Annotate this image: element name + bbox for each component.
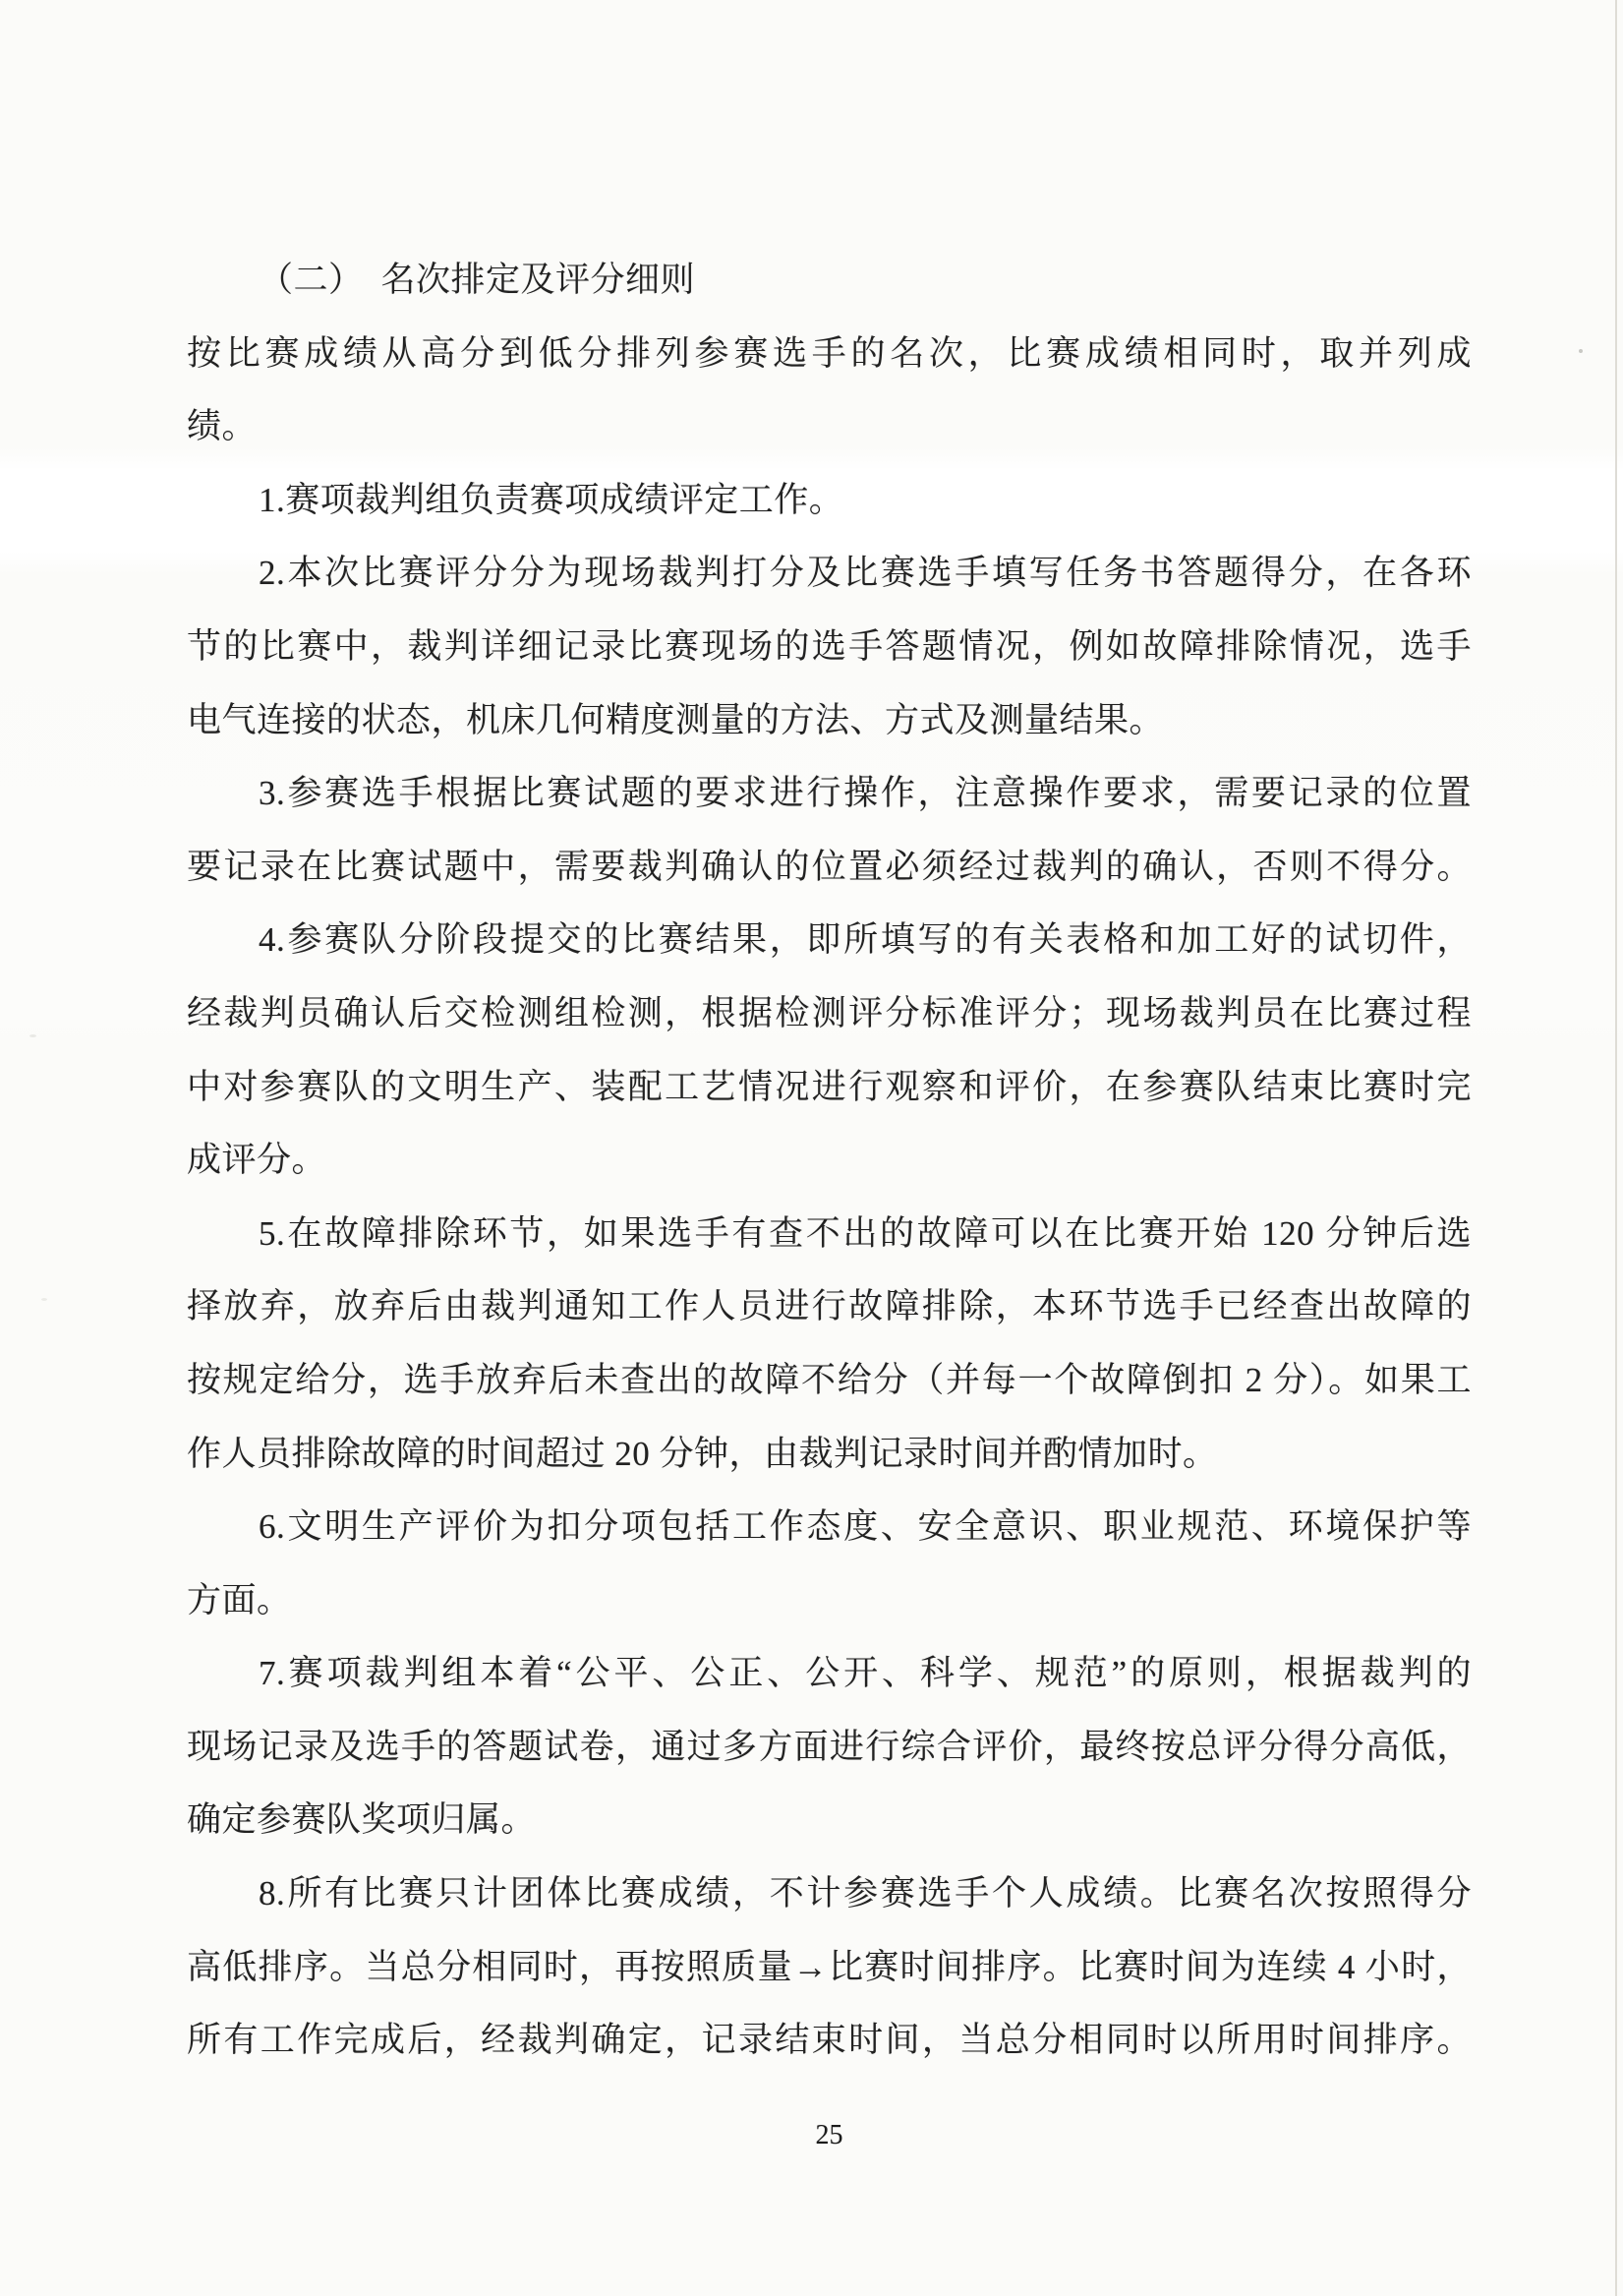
text-line: 7.赛项裁判组本着“公平、公正、公开、科学、规范”的原则，根据裁判的 [259, 1654, 1472, 1693]
scanner-streak-line [1615, 0, 1617, 2296]
text-line: 方面。 [187, 1580, 292, 1619]
text-line: 5.在故障排除环节，如果选手有查不出的故障可以在比赛开始 120 分钟后选 [259, 1213, 1472, 1253]
text-line: 确定参赛队奖项归属。 [187, 1800, 537, 1840]
text-line: 按比赛成绩从高分到低分排列参赛选手的名次，比赛成绩相同时，取并列成 [187, 333, 1472, 373]
text-line: 1.赛项裁判组负责赛项成绩评定工作。 [259, 480, 844, 519]
text-line: 择放弃，放弃后由裁判通知工作人员进行故障排除，本环节选手已经查出故障的 [187, 1287, 1472, 1326]
text-line: 2.本次比赛评分分为现场裁判打分及比赛选手填写任务书答题得分，在各环 [259, 554, 1472, 593]
text-line: 6.文明生产评价为扣分项包括工作态度、安全意识、职业规范、环境保护等 [259, 1507, 1472, 1547]
scan-speck [1579, 349, 1583, 353]
text-line: 8.所有比赛只计团体比赛成绩，不计参赛选手个人成绩。比赛名次按照得分 [259, 1874, 1472, 1913]
scan-speck [29, 1034, 36, 1037]
text-line: 所有工作完成后，经裁判确定，记录结束时间，当总分相同时以所用时间排序。 [187, 2021, 1472, 2060]
text-line: 中对参赛队的文明生产、装配工艺情况进行观察和评价，在参赛队结束比赛时完 [187, 1067, 1472, 1106]
text-line: 电气连接的状态，机床几何精度测量的方法、方式及测量结果。 [187, 700, 1165, 739]
text-line: 要记录在比赛试题中，需要裁判确认的位置必须经过裁判的确认，否则不得分。 [187, 847, 1472, 886]
text-line: 3.参赛选手根据比赛试题的要求进行操作，注意操作要求，需要记录的位置 [259, 774, 1472, 813]
text-line: 现场记录及选手的答题试卷，通过多方面进行综合评价，最终按总评分得分高低， [187, 1727, 1472, 1766]
scan-speck [41, 1298, 47, 1301]
page-number: 25 [815, 2120, 843, 2150]
text-line: 绩。 [187, 407, 258, 446]
text-line: 高低排序。当总分相同时，再按照质量→比赛时间排序。比赛时间为连续 4 小时， [187, 1947, 1472, 1986]
text-line: 按规定给分，选手放弃后未查出的故障不给分（并每一个故障倒扣 2 分）。如果工 [187, 1360, 1472, 1399]
text-line: 经裁判员确认后交检测组检测，根据检测评分标准评分；现场裁判员在比赛过程 [187, 993, 1472, 1032]
document-body [187, 244, 1472, 2078]
text-line: 节的比赛中，裁判详细记录比赛现场的选手答题情况，例如故障排除情况，选手 [187, 626, 1472, 666]
text-line: 成评分。 [187, 1141, 327, 1180]
section-heading: （二） 名次排定及评分细则 [259, 261, 696, 299]
text-line: 作人员排除故障的时间超过 20 分钟，由裁判记录时间并酌情加时。 [187, 1434, 1218, 1473]
text-line: 4.参赛队分阶段提交的比赛结果，即所填写的有关表格和加工好的试切件， [259, 920, 1472, 960]
